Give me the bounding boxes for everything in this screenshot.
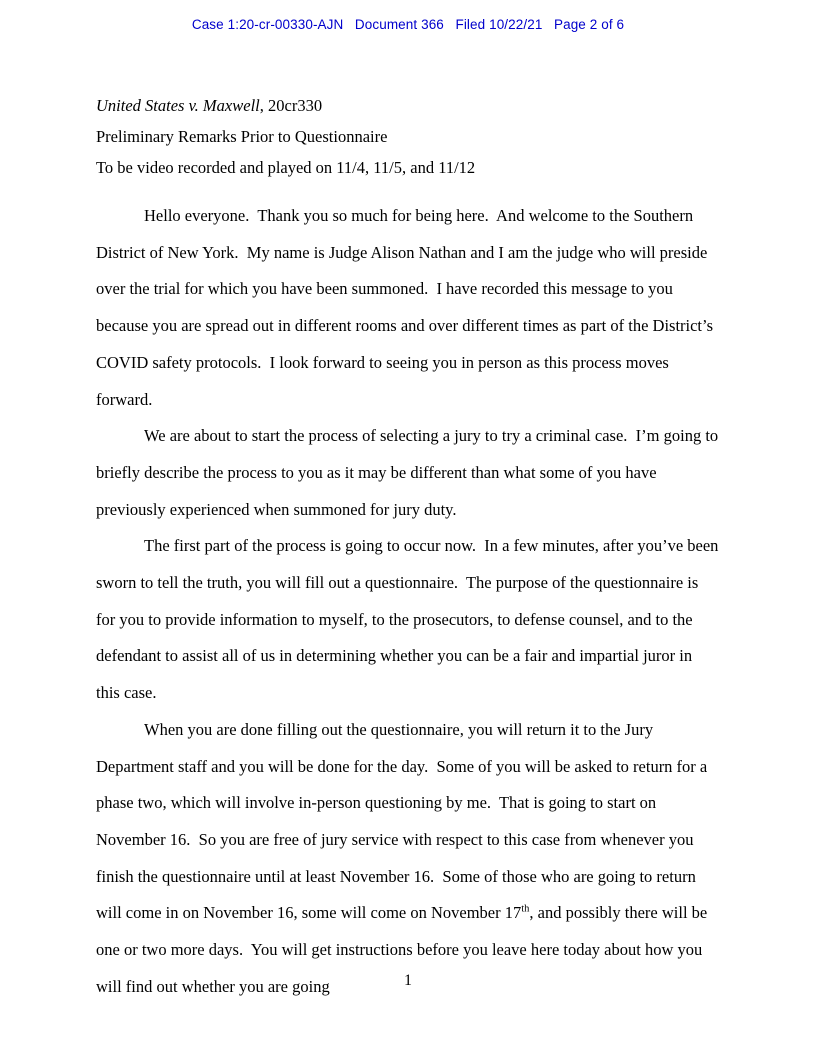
document-content [96, 90, 723, 1005]
ecf-header-stamp: Case 1:20-cr-00330-AJN Document 366 Filed 10/22/21 Page 2 of 6 [191, 17, 625, 32]
document-heading-block [96, 90, 720, 183]
paragraph-4-post: , and possibly there will be one or two more days. You will get instructions before you leave here today about how you will find out whether you are going [96, 903, 712, 996]
case-name: United States v. Maxwell [96, 96, 260, 115]
remarks-body [96, 198, 723, 1005]
recording-note: To be video recorded and played on 11/4, 11/5, and 11/12 [96, 158, 476, 177]
case-caption [96, 90, 720, 121]
paragraph-4-pre: When you are done filling out the questionnaire, you will return it to the Jury Department staff and you will be done for the day. Some of you will be asked to return for a phase two, which will involve in-person questioning by me. That is going to start on November 16. So you are free of jury service with respect to this case from whenever you finish the questionnaire until at least November 16. Some of those who are going to return will come in on November 16, some will come on November 17 [96, 719, 712, 923]
document-title: Preliminary Remarks Prior to Questionnaire [96, 127, 388, 146]
paragraph-4 [96, 712, 720, 1006]
paragraph-2: We are about to start the process of selecting a jury to try a criminal case. I’m going to briefly describe the process to you as it may be different than what some of you have previously experienced when summoned for jury duty. [96, 426, 723, 519]
ordinal-superscript: th [521, 903, 530, 915]
case-number: , 20cr330 [259, 96, 323, 115]
page-number: 1 [404, 972, 412, 989]
paragraph-3: The first part of the process is going to occur now. In a few minutes, after you’ve been sworn to tell the truth, you will fill out a questionnaire. The purpose of the questionnaire is for you to provide information to myself, to the prosecutors, to defense counsel, and to the defendant to assist all of us in determining whether you can be a fair and impartial juror in this case. [96, 536, 723, 703]
paragraph-1: Hello everyone. Thank you so much for being here. And welcome to the Southern District of New York. My name is Judge Alison Nathan and I am the judge who will preside over the trial for which you have been summoned. I have recorded this message to you because you are spread out in different rooms and over different times as part of the District’s COVID safety protocols. I look forward to seeing you in person as this process moves forward. [96, 206, 718, 409]
